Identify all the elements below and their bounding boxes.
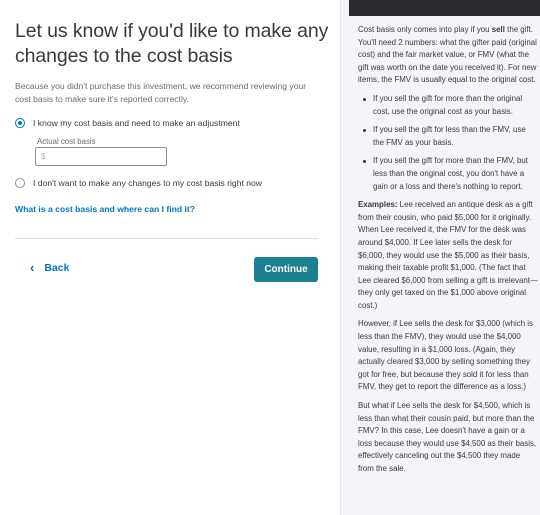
divider	[15, 238, 318, 239]
chevron-left-icon: ‹	[30, 260, 35, 275]
continue-button[interactable]: Continue	[254, 257, 318, 282]
page-subtitle: Because you didn't purchase this investment, we recommend reviewing your cost basis to make sure it's reported correctly.	[15, 81, 307, 104]
help-example-3: But what if Lee sells the desk for $4,500, which is less than what their cousin paid, but more than the FMV? In this case, Lee doesn't have a gain or a loss because they would use $4,500 as their basis, effectively canceling out the $4,500 they made from the sale.	[358, 401, 537, 473]
help-panel[interactable]	[340, 0, 540, 515]
cost-basis-input[interactable]	[35, 147, 167, 166]
option-label: I don't want to make any changes to my cost basis right now	[33, 178, 263, 188]
list-item: If you sell the gift for less than the FMV, use the FMV as your basis.	[373, 124, 538, 149]
option-no-changes[interactable]	[15, 178, 262, 188]
cost-basis-help-link[interactable]: What is a cost basis and where can I find it?	[15, 204, 196, 214]
help-panel-content	[358, 24, 538, 482]
help-bullet-list	[358, 93, 538, 193]
radio-button-selected[interactable]	[15, 118, 25, 128]
back-label: Back	[44, 262, 70, 274]
help-example-2: However, if Lee sells the desk for $3,000 (which is less than the FMV), they would use the $4,000 value, resulting in a $1,000 loss. (Again, they actually cleared $3,000 by selling something they got for free, but because they sold it for less than FMV, they get to report the difference as a loss.)	[358, 319, 533, 392]
option-label: I know my cost basis and need to make an adjustment	[33, 118, 240, 128]
help-panel-header-bar	[349, 0, 540, 16]
back-button[interactable]	[30, 262, 69, 274]
help-intro: Cost basis only comes into play if you sell the gift. You'll need 2 numbers: what the gifter paid (original cost) and the fair market value, or FMV (what the gift was worth on the date you received it). For new items, the FMV is usually equal to the original cost.	[358, 25, 537, 85]
list-item: If you sell the gift for more than the FMV, but less than the original cost, you don't have a gain or a loss and there's nothing to report.	[373, 155, 538, 193]
cost-basis-label: Actual cost basis	[37, 137, 96, 146]
list-item: If you sell the gift for more than the original cost, use the original cost as your basis.	[373, 93, 538, 118]
page-title: Let us know if you'd like to make any changes to the cost basis	[15, 20, 329, 67]
help-example-1: Examples: Lee received an antique desk as a gift from their cousin, who paid $5,000 for it originally. When Lee received it, the FMV for the desk was around $4,000. If Lee later sells the desk for $6,000, they would use the $5,000 as their basis, making their taxable profit $1,000. (The fact that Lee cleared $6,000 from selling a gift is irrelevant—they only get taxed on the $1,000 above original cost.)	[358, 200, 538, 310]
radio-button[interactable]	[15, 178, 25, 188]
option-adjust-cost-basis[interactable]	[15, 118, 240, 128]
